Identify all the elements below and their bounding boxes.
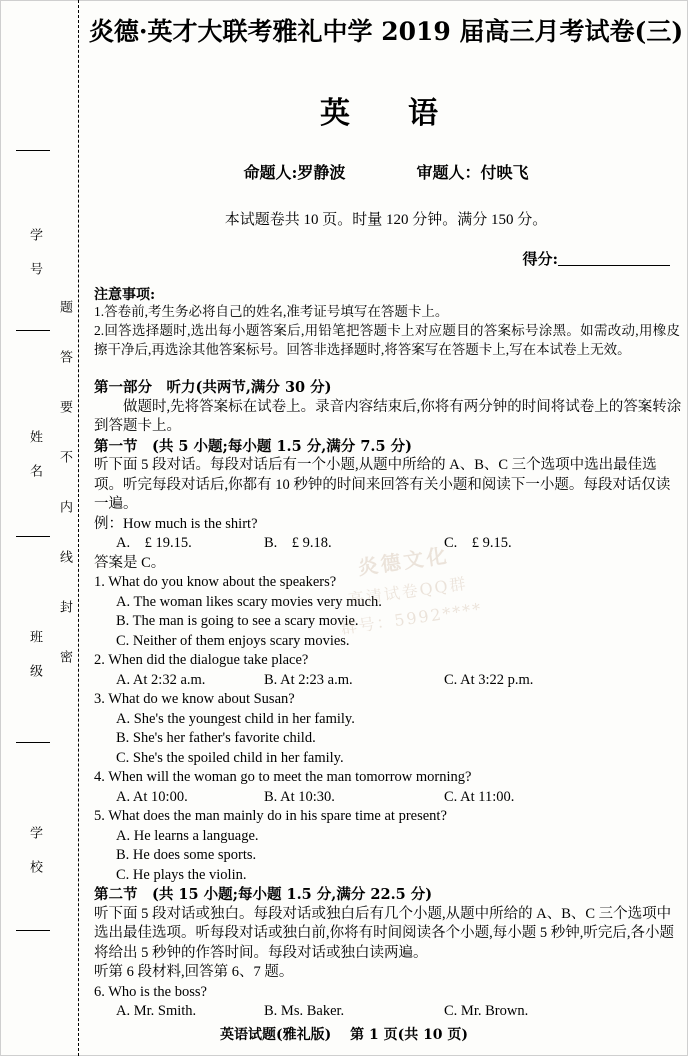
question-4-option-b: B. At 10:30. <box>264 788 335 805</box>
section1-heading: 第一节 (共 5 小题;每小题 1.5 分,满分 7.5 分) <box>94 437 412 455</box>
notice-item-2: 2.回答选择题时,选出每小题答案后,用铅笔把答题卡上对应题目的答案标号涂黑。如需改动,用橡皮擦干净后,再选涂其他答案标号。回答非选择题时,将答案写在答题卡上,写在本试卷上无效。 <box>94 323 680 357</box>
question-4-stem: When will the woman go to meet the man tomorrow morning? <box>108 769 472 785</box>
seal-label-no-answer-8: 密 <box>58 650 73 667</box>
rule-top-5 <box>16 930 50 931</box>
seal-label-no-answer-1: 题 <box>58 300 73 317</box>
seal-label-no-answer-5: 内 <box>58 500 73 517</box>
exam-content <box>84 0 688 1056</box>
seal-label-no-answer-6: 线 <box>58 550 73 567</box>
question-5 <box>94 807 682 885</box>
reviewer-label: 审题人：付映飞 <box>416 163 529 182</box>
question-3-option-b: B. She's her father's favorite child. <box>116 730 316 746</box>
question-6-num: 6. <box>94 983 105 1000</box>
example-answer: 答案是 C。 <box>94 554 166 571</box>
example-options <box>94 534 682 554</box>
score-blank-line <box>558 251 670 266</box>
question-1-num: 1. <box>94 574 105 590</box>
part1-intro: 做题时,先将答案标在试卷上。录音内容结束后,你将有两分钟的时间将试卷上的答案转涂到答题卡上。 <box>94 398 682 434</box>
question-2-num: 2. <box>94 652 105 668</box>
footer-page-number: 第 1 页(共 10 页) <box>350 1027 469 1043</box>
question-4-num: 4. <box>94 769 105 785</box>
question-3-stem: What do we know about Susan? <box>108 691 295 707</box>
question-3-option-a: A. She's the youngest child in her family. <box>116 710 355 727</box>
seal-strip <box>0 0 94 1056</box>
question-1-option-c: C. Neither of them enjoys scary movies. <box>116 632 350 649</box>
question-1 <box>94 573 682 651</box>
page-title: 炎德·英才大联考雅礼中学 2019 届高三月考试卷(三) <box>88 17 684 46</box>
question-5-stem: What does the man mainly do in his spare time at present? <box>108 808 447 824</box>
page-footer <box>0 1024 688 1044</box>
seal-label-no-answer-4: 不 <box>58 450 73 467</box>
question-2-option-b: B. At 2:23 a.m. <box>264 671 353 688</box>
example-option-c: C. £ 9.15. <box>444 535 512 551</box>
setter-label: 命题人:罗静波 <box>243 163 346 182</box>
part1-block <box>94 378 682 1022</box>
question-6-option-b: B. Ms. Baker. <box>264 1003 345 1019</box>
footer-paper-name: 英语试题(雅礼版) <box>219 1027 332 1043</box>
question-5-num: 5. <box>94 808 105 824</box>
question-6 <box>94 983 682 1022</box>
question-5-option-c: C. He plays the violin. <box>116 866 247 883</box>
question-5-option-b: B. He does some sports. <box>116 847 257 863</box>
question-4-option-c: C. At 11:00. <box>444 788 515 805</box>
question-6-option-a: A. Mr. Smith. <box>116 1003 197 1019</box>
material-6-line: 听第 6 段材料,回答第 6、7 题。 <box>94 964 294 980</box>
rule-top-1 <box>16 150 50 151</box>
question-6-option-c: C. Mr. Brown. <box>444 1003 529 1019</box>
question-6-stem: Who is the boss? <box>108 983 207 1000</box>
example-option-b: B. £ 9.18. <box>264 535 332 551</box>
seal-label-no-answer-3: 要 <box>58 400 73 417</box>
rule-top-2 <box>16 330 50 331</box>
subject-title: 英 语 <box>320 96 452 131</box>
section1-intro: 听下面 5 段对话。每段对话后有一个小题,从题中所给的 A、B、C 三个选项中选出最佳选项。听完每段对话后,你都有 10 秒钟的时间来回答有关小题和阅读下一小题。每段对话仅读一遍。 <box>94 457 671 512</box>
question-4-options <box>94 788 682 808</box>
notice-body <box>94 302 680 359</box>
paper-info: 本试题卷共 10 页。时量 120 分钟。满分 150 分。 <box>224 212 548 228</box>
seal-label-school: 学 校 <box>28 826 43 877</box>
question-2-option-a: A. At 2:32 a.m. <box>116 671 206 688</box>
question-1-option-b: B. The man is going to see a scary movie. <box>116 613 359 629</box>
question-2-option-c: C. At 3:22 p.m. <box>444 671 534 688</box>
part1-heading: 第一部分 听力(共两节,满分 30 分) <box>94 379 332 396</box>
example-option-a: A. £ 19.15. <box>116 535 192 551</box>
question-1-option-a: A. The woman likes scary movies very much. <box>116 593 382 610</box>
question-2-stem: When did the dialogue take place? <box>108 652 309 668</box>
watermark-line-1: 炎德文化 <box>356 543 451 580</box>
notice-title: 注意事项: <box>94 287 156 303</box>
rule-top-3 <box>16 536 50 537</box>
seal-label-no-answer-7: 封 <box>58 600 73 617</box>
notice-item-1: 1.答卷前,考生务必将自己的姓名,准考证号填写在答题卡上。 <box>94 304 449 319</box>
question-6-options <box>94 1002 682 1022</box>
score-label: 得分: <box>522 250 558 268</box>
question-5-option-a: A. He learns a language. <box>116 827 259 844</box>
section2-intro: 听下面 5 段对话或独白。每段对话或独白后有几个小题,从题中所给的 A、B、C 三个选项中选出最佳选项。听每段对话或独白前,你将有时间阅读各个小题,每小题 5 秒钟,听完后,各小题将给出 5 秒钟的作答时间。每段对话或独白读两遍。 <box>94 905 674 961</box>
question-3-num: 3. <box>94 691 105 707</box>
score-box <box>522 248 670 269</box>
section2-heading: 第二节 (共 15 小题;每小题 1.5 分,满分 22.5 分) <box>94 886 433 903</box>
rule-top-4 <box>16 742 50 743</box>
watermark-line-3: 群号：5992**** <box>339 598 484 638</box>
seal-label-name: 姓 名 <box>28 430 43 481</box>
question-3 <box>94 690 682 768</box>
question-4 <box>94 768 682 807</box>
question-4-option-a: A. At 10:00. <box>116 788 188 805</box>
question-2 <box>94 651 682 690</box>
fold-dashed-line <box>78 0 79 1056</box>
watermark-line-2: 高清试卷QQ群 <box>346 573 469 610</box>
seal-label-student-id: 学 号 <box>28 228 43 279</box>
example-stem: 例：How much is the shirt? <box>94 515 258 532</box>
seal-label-no-answer-2: 答 <box>58 350 73 367</box>
authors-line <box>84 160 688 183</box>
seal-label-class: 班 级 <box>28 630 43 681</box>
question-1-stem: What do you know about the speakers? <box>108 574 337 590</box>
question-3-option-c: C. She's the spoiled child in her family. <box>116 749 344 766</box>
question-2-options <box>94 671 682 691</box>
